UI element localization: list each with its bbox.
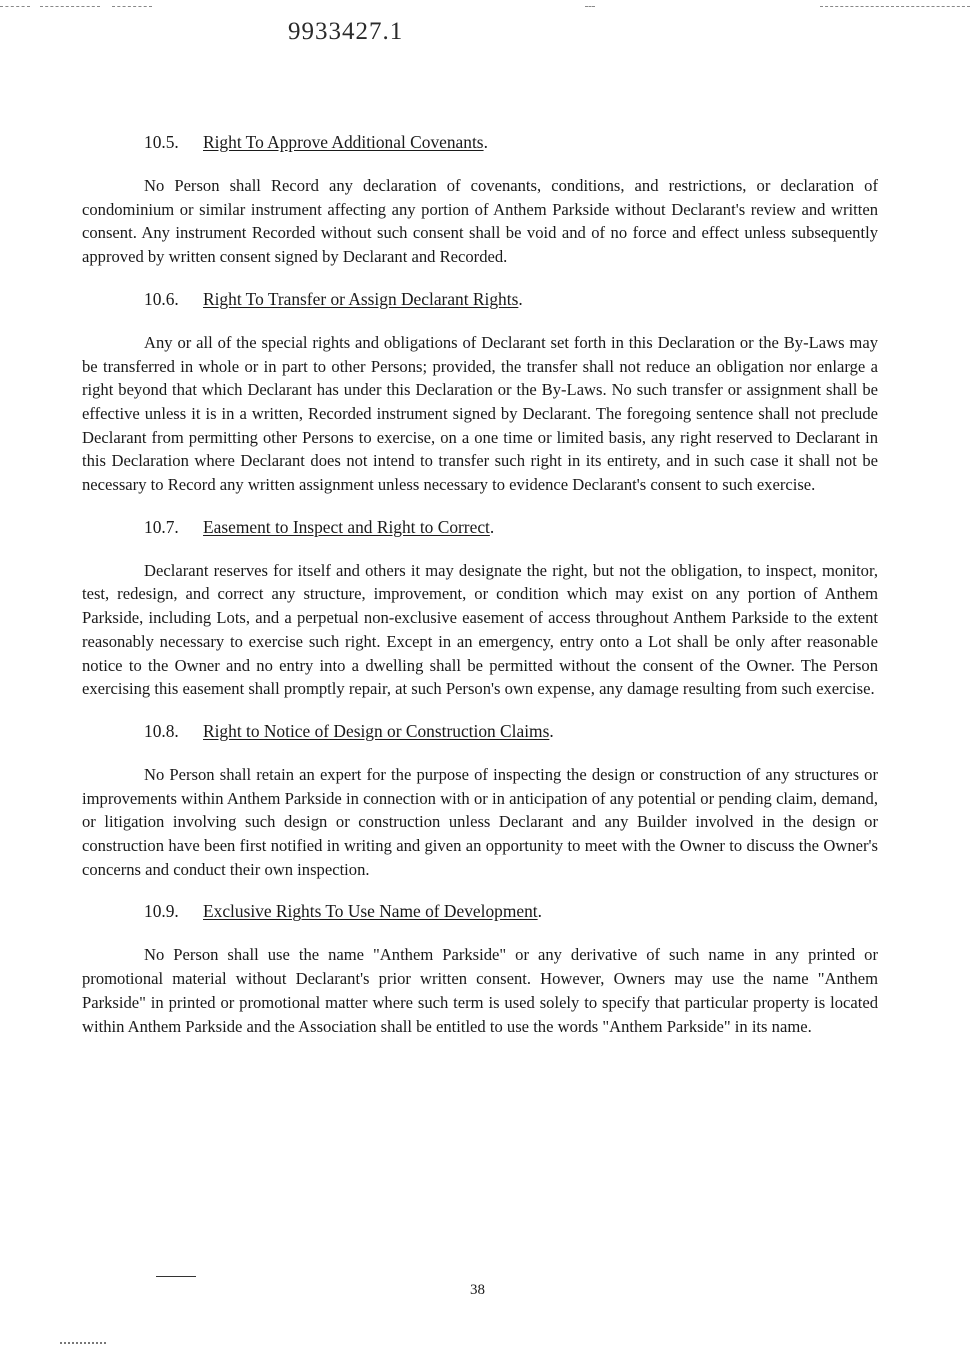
document-number: 9933427.1 — [288, 18, 404, 45]
scan-mark — [585, 6, 595, 7]
section-title: Right to Notice of Design or Construction Claims — [203, 720, 550, 741]
section-heading: 10.8. Right to Notice of Design or Construction Claims. — [144, 720, 554, 741]
scan-artifacts — [0, 0, 976, 14]
section-heading: 10.5. Right To Approve Additional Covenants. — [144, 132, 488, 152]
section-number: 10.5. — [144, 132, 179, 152]
section-body: Any or all of the special rights and obligations of Declarant set forth in this Declaration or the By-Laws may be transferred in whole or in part to other Persons; provided, the transfer shall not reduce an obligation nor enlarge a right beyond that which Declarant has under this Declaration or the By-Laws. No such transfer or assignment shall be effective unless it is in a written, Recorded instrument signed by Declarant. The foregoing sentence shall not preclude Declarant from permitting other Persons to exercise, on a one time or limited basis, any right reserved to Declarant in this Declaration where Declarant does not intend to transfer such right in its entirety, and in such case it shall not be necessary to Record any written assignment unless necessary to evidence Declarant's consent to such exercise. — [82, 332, 878, 495]
sections-container — [82, 130, 878, 1056]
section-title: Exclusive Rights To Use Name of Development — [203, 901, 538, 922]
section-number: 10.7. — [144, 516, 179, 537]
section-title: Easement to Inspect and Right to Correct — [203, 516, 490, 537]
section-10-5 — [82, 130, 878, 269]
page-number: 38 — [470, 1282, 485, 1298]
scan-mark — [112, 6, 152, 7]
section-title: Right To Transfer or Assign Declarant Rights — [203, 288, 519, 309]
section-body: No Person shall Record any declaration of covenants, conditions, and restrictions, or declaration of condominium or similar instrument affecting any portion of Anthem Parkside without Declarant's review and written consent. Any instrument Recorded without such consent shall be void and of no force and effect unless subsequently approved by written consent signed by Declarant and Recorded. — [82, 176, 878, 267]
scan-mark — [40, 6, 100, 7]
section-body: Declarant reserves for itself and others it may designate the right, but not the obligation, to inspect, monitor, test, redesign, and correct any structure, improvement, or condition which may exist on any portion of Anthem Parkside, including Lots, and a perpetual non-exclusive easement of access throughout Anthem Parkside to the extent reasonably necessary to exercise such right. Except in an emergency, entry onto a Lot shall be only after reasonable notice to the Owner and no entry into a dwelling shall be permitted without the consent of the Owner. The Person exercising this easement shall promptly repair, at such Person's own expense, any damage resulting from such exercise. — [82, 560, 878, 699]
section-10-9 — [82, 899, 878, 1038]
section-title: Right To Approve Additional Covenants — [203, 132, 484, 152]
section-body: No Person shall use the name "Anthem Parkside" or any derivative of such name in any printed or promotional material without Declarant's prior written consent. However, Owners may use the name "Anthem Parkside" in printed or promotional matter where such term is used solely to specify that particular property is located within Anthem Parkside and the Association shall be entitled to use the words "Anthem Parkside" in its name. — [82, 945, 878, 1036]
section-10-8 — [82, 719, 878, 882]
scan-artifact — [60, 1342, 106, 1344]
section-heading: 10.6. Right To Transfer or Assign Declarant Rights. — [144, 288, 523, 309]
section-body: No Person shall retain an expert for the purpose of inspecting the design or construction of any structures or improvements within Anthem Parkside in connection with or in anticipation of any potential or pending claim, demand, or litigation involving such design or construction unless Declarant and any Builder involved in the design or construction have been first notified in writing and given an opportunity to meet with the Owner to discuss the Owner's concerns and conduct their own inspection. — [82, 764, 878, 879]
scan-mark — [820, 6, 970, 7]
section-number: 10.8. — [144, 720, 179, 741]
section-number: 10.6. — [144, 288, 179, 309]
section-heading: 10.7. Easement to Inspect and Right to Correct. — [144, 516, 495, 537]
section-10-6 — [82, 287, 878, 497]
section-number: 10.9. — [144, 901, 179, 922]
section-10-7 — [82, 515, 878, 701]
section-heading: 10.9. Exclusive Rights To Use Name of Development. — [144, 901, 542, 922]
scan-mark — [0, 6, 30, 7]
footer-rule — [156, 1276, 196, 1277]
